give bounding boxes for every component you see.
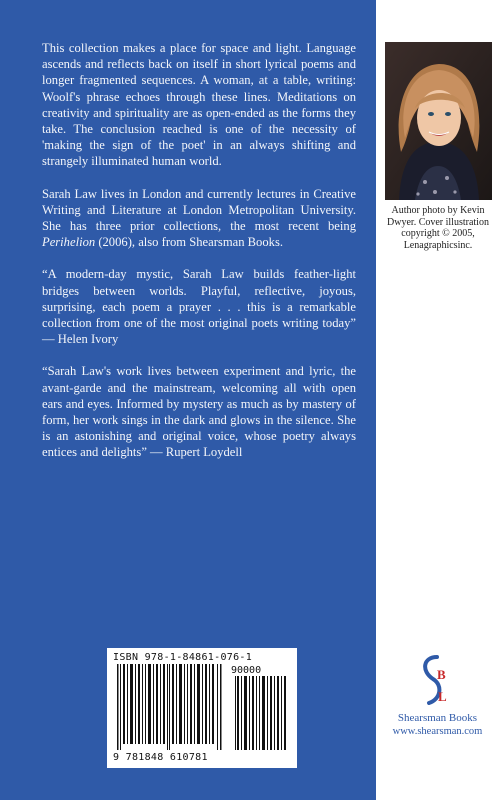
description-paragraph: This collection makes a place for space and light. Language ascends and reflects back on itself in short lyrical poems and longer fragmented sequences. A woman, at a table, writing: Woolf's phrase echoes through these lines. Meditations on creativity and spirituality are as open-ended as the forms they take. The conclusion reached is one of the necessity of 'making the sign of the poet' in an always shifting and strangely illuminated human world. [42, 41, 356, 169]
shearsman-logo-icon [407, 655, 467, 705]
logo-letter-l: L [438, 689, 447, 704]
author-portrait-image [385, 42, 492, 200]
ean-digits: 9 781848 610781 [113, 752, 208, 763]
barcode-bars [113, 664, 225, 750]
logo-letter-b: B [437, 667, 446, 682]
isbn-number: ISBN 978-1-84861-076-1 [113, 652, 253, 663]
price-code: 90000 [231, 665, 262, 676]
author-bio-paragraph [42, 186, 356, 251]
isbn-barcode [107, 648, 297, 768]
addon-barcode-bars [233, 676, 289, 750]
back-cover-blurb [42, 40, 356, 477]
bio-book-title: Perihelion [42, 235, 96, 250]
bio-text-start: Sarah Law lives in London and currently lectures in Creative Writing and Literature at London Metropolitan University. She has three prior collections, the most recent being [42, 186, 356, 234]
bio-text-end: (2006), also from Shearsman Books. [95, 235, 284, 250]
publisher-website: www.shearsman.com [392, 726, 483, 737]
author-photo [385, 42, 492, 200]
publisher-name: Shearsman Books [397, 712, 478, 724]
review-quote-loydell: “Sarah Law's work lives between experiment and lyric, the avant-garde and the mainstream, welcoming all with open ears and eyes. Informed by mystery as much as by mastery of form, her work sings in the dark and glows in the silence. She is an astonishing and original voice, whose poetry always entices and delights” — Rupert Loydell [42, 364, 356, 460]
photo-credit: Author photo by Kevin Dwyer. Cover illustration copyright © 2005, Lenagraphicsinc. [387, 205, 489, 251]
review-quote-ivory: “A modern-day mystic, Sarah Law builds feather-light bridges between worlds. Playful, reflective, joyous, surprising, each poem a prayer . . . this is a remarkable collection from one of the most original poets writing today” — Helen Ivory [42, 267, 356, 347]
